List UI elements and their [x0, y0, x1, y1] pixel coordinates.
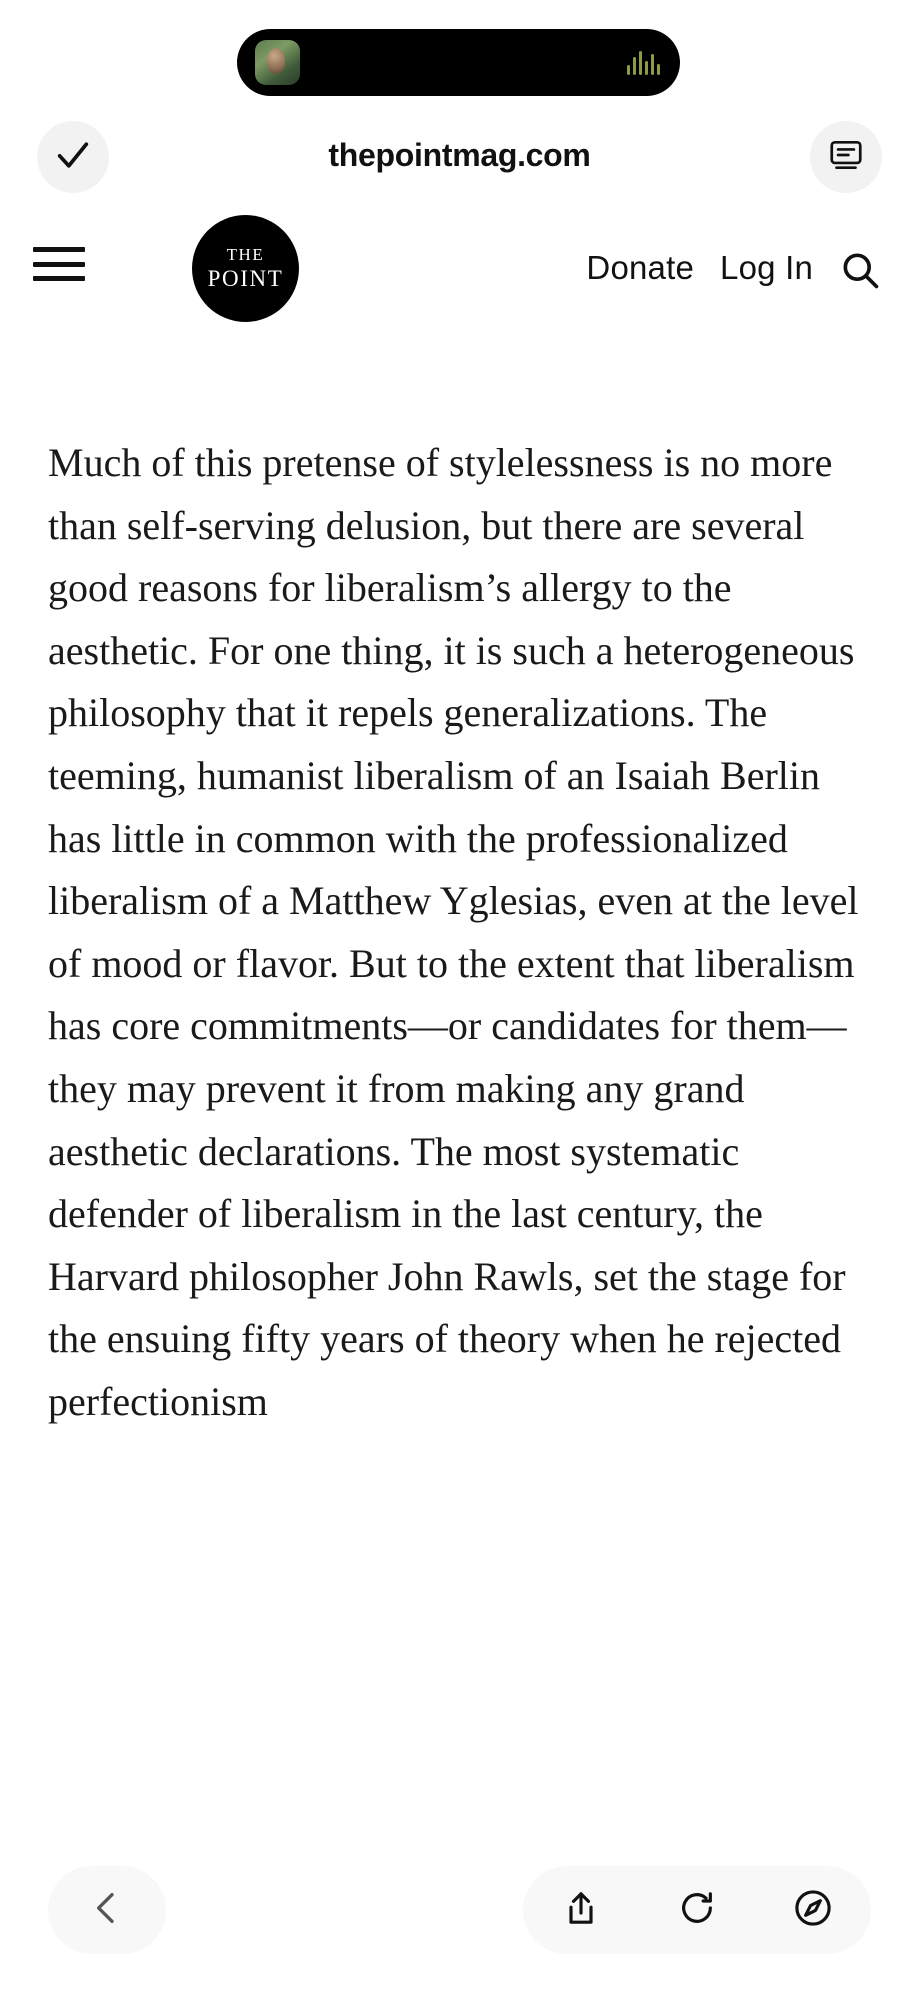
share-button[interactable]	[549, 1878, 613, 1942]
site-header	[0, 205, 919, 331]
logo-line-1: THE	[226, 244, 265, 264]
reader-view-button[interactable]	[810, 121, 882, 193]
site-logo[interactable]	[192, 215, 299, 322]
hamburger-menu-icon[interactable]	[33, 247, 85, 281]
dynamic-island[interactable]	[237, 29, 680, 96]
browser-toolbar	[0, 105, 919, 200]
audio-waveform-icon	[627, 51, 660, 75]
article-paragraph: Much of this pretense of stylelessness is no more than self-serving delusion, but there are several good reasons for liberalism’s allergy to the aesthetic. For one thing, it is such a heterogeneous philosophy that it repels generalizations. The teeming, humanist liberalism of an Isaiah Berlin has little in common with the professionalized liberalism of a Matthew Yglesias, even at the level of mood or flavor. But to the extent that liberalism has core commitments—or candidates for them—they may prevent it from making any grand aesthetic declarations. The most systematic defender of liberalism in the last century, the Harvard philosopher John Rawls, set the stage for the ensuing fifty years of theory when he rejected perfectionism	[48, 440, 859, 1424]
page-domain[interactable]: thepointmag.com	[328, 137, 591, 173]
article-faded-top-line	[48, 330, 871, 362]
reader-view-icon	[827, 136, 865, 179]
article-content[interactable]	[0, 330, 919, 2000]
reload-button[interactable]	[665, 1878, 729, 1942]
logo-line-2: POINT	[207, 265, 284, 291]
back-button[interactable]	[48, 1866, 166, 1954]
nav-link-login[interactable]: Log In	[720, 249, 813, 286]
share-icon	[561, 1888, 601, 1933]
explore-button[interactable]	[781, 1878, 845, 1942]
search-button[interactable]	[838, 248, 882, 292]
chevron-left-icon	[87, 1888, 127, 1933]
site-nav	[586, 249, 813, 287]
nav-link-donate[interactable]: Donate	[586, 249, 695, 286]
browser-bottom-toolbar	[523, 1866, 871, 1954]
search-icon	[838, 279, 882, 296]
compass-icon	[792, 1887, 834, 1934]
now-playing-artwork[interactable]	[255, 40, 300, 85]
reload-icon	[677, 1888, 717, 1933]
